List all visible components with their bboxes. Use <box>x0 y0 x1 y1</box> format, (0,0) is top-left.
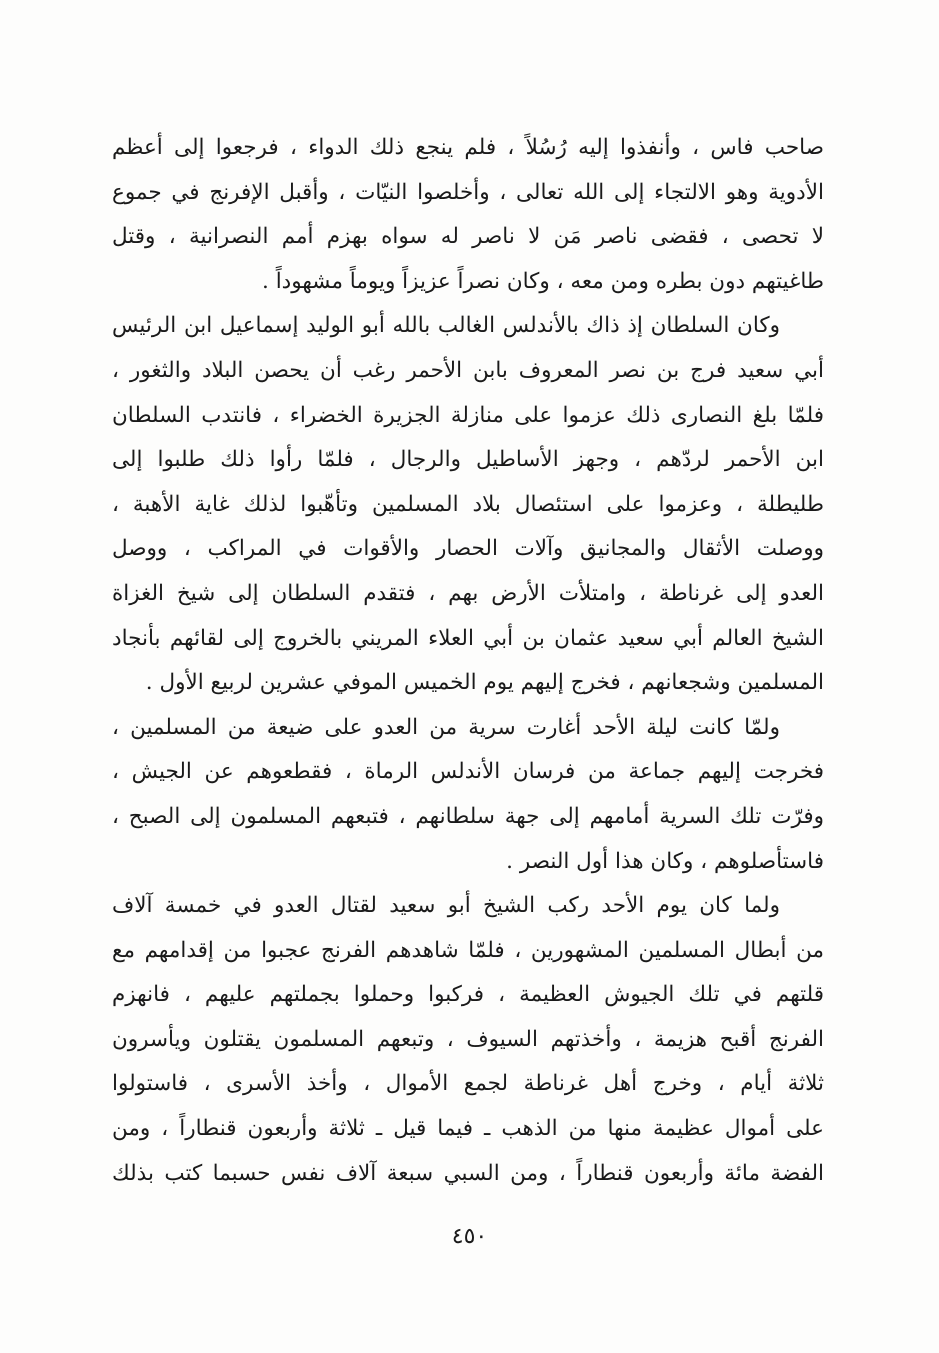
text-line: الشيخ العالم أبي سعيد عثمان بن أبي العلاء المريني بالخروج إلى لقائهم بأنجاد <box>112 625 824 651</box>
text-line: فاستأصلوهم ، وكان هذا أول النصر . <box>506 848 824 874</box>
text-line: أبي سعيد فرج بن نصر المعروف بابن الأحمر رغب أن يحصن البلاد والثغور ، <box>112 357 824 383</box>
text-line: ابن الأحمر لردّهم ، وجهز الأساطيل والرجال ، فلمّا رأوا ذلك طلبوا إلى <box>112 447 824 473</box>
text-line: وفرّت تلك السرية أمامهم إلى جهة سلطانهم ، فتبعهم المسلمون إلى الصبح ، <box>112 803 824 829</box>
page-number: ٤٥٠ <box>451 1224 488 1249</box>
text-line: ثلاثة أيام ، وخرج أهل غرناطة لجمع الأموال ، وأخذ الأسرى ، فاستولوا <box>112 1071 824 1097</box>
text-line: من أبطال المسلمين المشهورين ، فلمّا شاهدهم الفرنج عجبوا من إقدامهم مع <box>112 937 824 963</box>
text-line: فخرجت إليهم جماعة من فرسان الأندلس الرماة ، فقطعوهم عن الجيش ، <box>112 759 824 785</box>
text-line: صاحب فاس ، وأنفذوا إليه رُسُلاً ، فلم ينجع ذلك الدواء ، فرجعوا إلى أعظم <box>112 135 824 160</box>
text-line: المسلمين وشجعانهم ، فخرج إليهم يوم الخميس الموفي عشرين لربيع الأول . <box>145 670 824 696</box>
text-line: الفرنج أقبح هزيمة ، وأخذتهم السيوف ، وتبعهم المسلمون يقتلون ويأسرون <box>112 1026 824 1052</box>
text-line: على أموال عظيمة منها من الذهب ـ فيما قيل ـ ثلاثة وأربعون قنطاراً ، ومن <box>112 1116 824 1142</box>
text-line: فلمّا بلغ النصارى ذلك عزموا على منازلة الجزيرة الخضراء ، فانتدب السلطان <box>112 402 824 428</box>
page-body-text <box>112 126 824 1196</box>
text-line: ولما كان يوم الأحد ركب الشيخ أبو سعيد لقتال العدو في خمسة آلاف <box>112 893 780 919</box>
text-line: ولمّا كانت ليلة الأحد أغارت سرية من العدو على ضيعة من المسلمين ، <box>112 714 780 740</box>
text-line: الفضة مائة وأربعون قنطاراً ، ومن السبي سبعة آلاف نفس حسبما كتب بذلك <box>112 1160 824 1186</box>
text-line: قلتهم في تلك الجيوش العظيمة ، فركبوا وحملوا بجملتهم عليهم ، فانهزم <box>112 982 824 1008</box>
text-line: وكان السلطان إذ ذاك بالأندلس الغالب بالله أبو الوليد إسماعيل ابن الرئيس <box>112 313 780 339</box>
text-line: العدو إلى غرناطة ، وامتلأت الأرض بهم ، فتقدم السلطان إلى شيخ الغزاة <box>112 580 824 606</box>
text-line: لا تحصى ، فقضى ناصر مَن لا ناصر له سواه بهزم أمم النصرانية ، وقتل <box>112 224 824 250</box>
text-line: الأدوية وهو الالتجاء إلى الله تعالى ، وأخلصوا النيّات ، وأقبل الإفرنج في جموع <box>112 179 824 205</box>
text-line: طاغيتهم دون بطره ومن معه ، وكان نصراً عزيزاً ويوماً مشهوداً . <box>262 268 824 294</box>
text-line: ووصلت الأثقال والمجانيق وآلات الحصار والأقوات في المراكب ، ووصل <box>112 536 824 562</box>
text-line: طليطلة ، وعزموا على استئصال بلاد المسلمين وتأهّبوا لذلك غاية الأهبة ، <box>112 491 824 517</box>
